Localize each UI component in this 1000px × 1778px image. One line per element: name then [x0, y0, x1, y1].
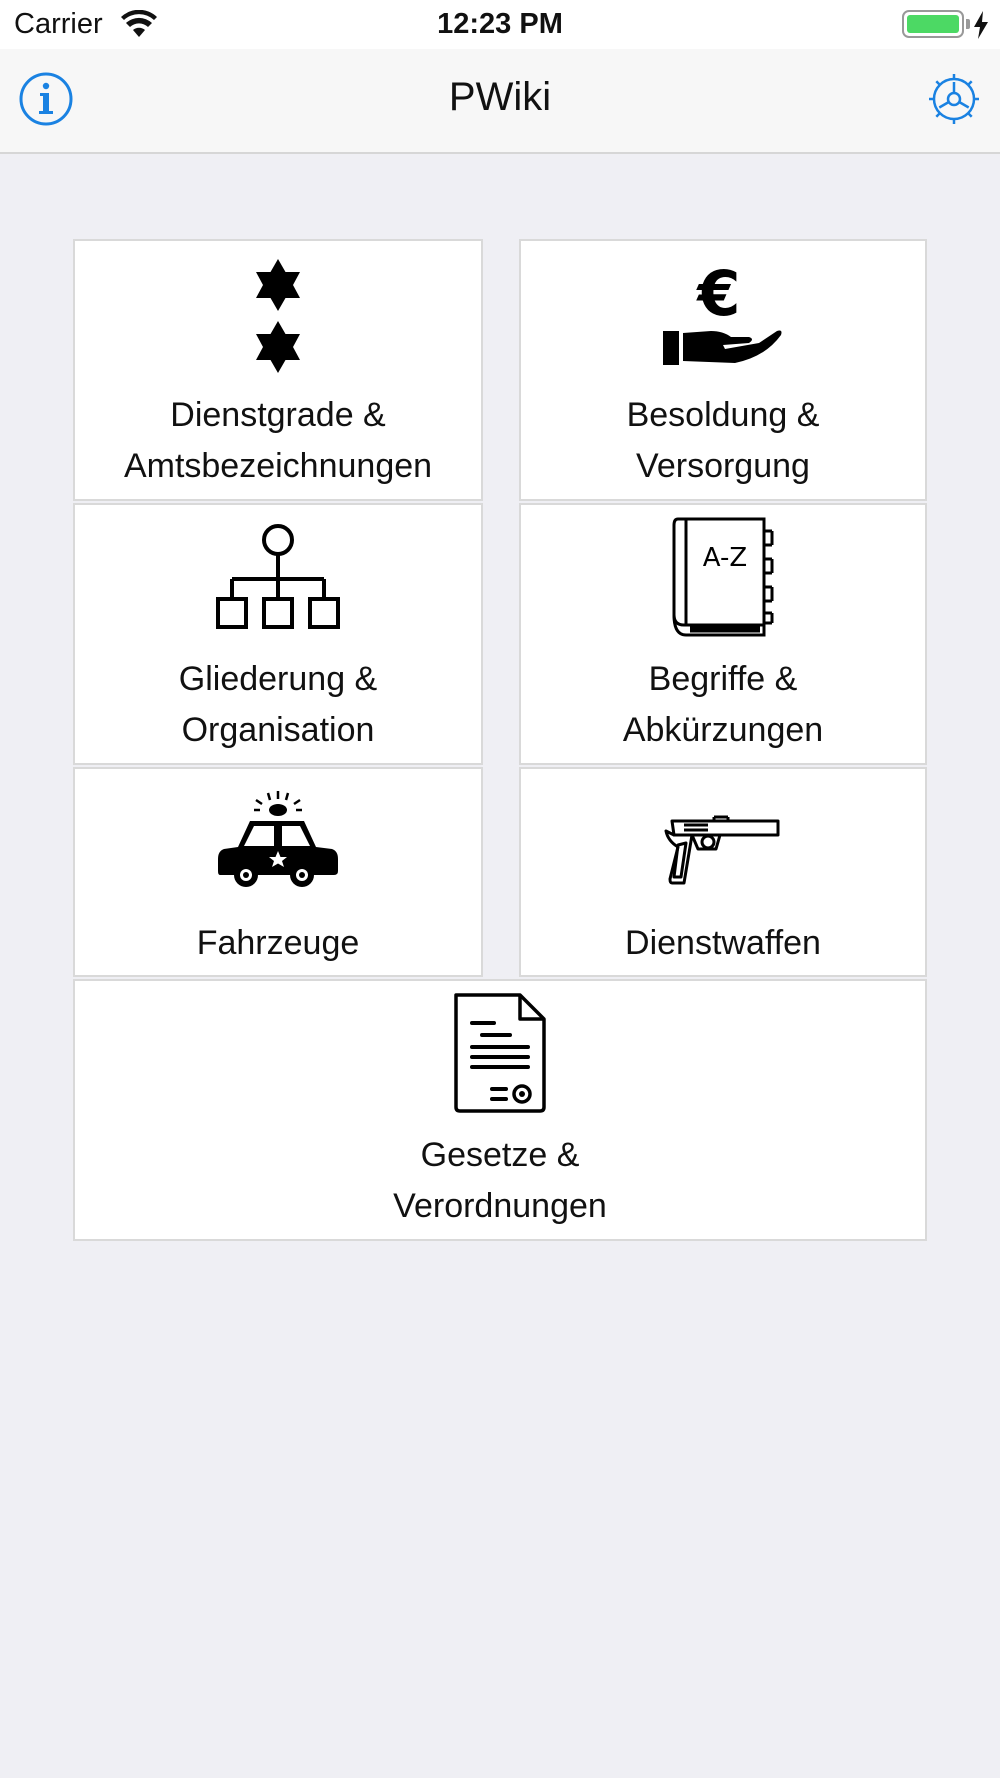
- gear-icon[interactable]: [926, 71, 982, 127]
- battery-cap: [966, 19, 970, 29]
- euro-hand-icon: [661, 259, 785, 369]
- status-time: 12:23 PM: [437, 8, 563, 40]
- tile-label-line1: Dienstwaffen: [625, 924, 821, 962]
- tile-label-line1: Gesetze &: [420, 1136, 580, 1174]
- charging-bolt-icon: [972, 10, 990, 40]
- navigation-bar: [0, 49, 1000, 154]
- tile-dienstgrade[interactable]: [73, 239, 483, 501]
- tile-label-line2: Abkürzungen: [622, 711, 824, 749]
- tile-label-line2: Amtsbezeichnungen: [123, 447, 433, 485]
- two-stars-icon: [248, 257, 308, 377]
- tile-dienstwaffen[interactable]: [519, 767, 927, 977]
- tile-label-line2: Versorgung: [636, 447, 810, 485]
- tile-label-line1: Dienstgrade &: [170, 396, 386, 434]
- document-icon: [452, 991, 548, 1115]
- tile-label-line1: Besoldung &: [626, 396, 820, 434]
- carrier-label: Carrier: [14, 8, 103, 40]
- org-chart-icon: [216, 523, 340, 635]
- battery-icon: [902, 10, 964, 38]
- status-bar: [0, 0, 1000, 49]
- pistol-icon: [664, 815, 782, 887]
- tile-begriffe[interactable]: [519, 503, 927, 765]
- tile-besoldung[interactable]: [519, 239, 927, 501]
- police-car-icon: [216, 791, 340, 891]
- tile-label-line1: Gliederung &: [178, 660, 378, 698]
- svg-text:A-Z: A-Z: [702, 543, 748, 573]
- az-book-icon: [668, 515, 778, 639]
- tile-label-line2: Verordnungen: [393, 1187, 607, 1225]
- tile-gesetze[interactable]: [73, 979, 927, 1241]
- tile-label-line1: Fahrzeuge: [196, 924, 360, 962]
- tile-label-line2: Organisation: [181, 711, 375, 749]
- page-title: PWiki: [448, 75, 552, 119]
- tile-fahrzeuge[interactable]: [73, 767, 483, 977]
- tile-gliederung[interactable]: [73, 503, 483, 765]
- svg-text:€: €: [697, 259, 741, 330]
- tile-label-line1: Begriffe &: [648, 660, 798, 698]
